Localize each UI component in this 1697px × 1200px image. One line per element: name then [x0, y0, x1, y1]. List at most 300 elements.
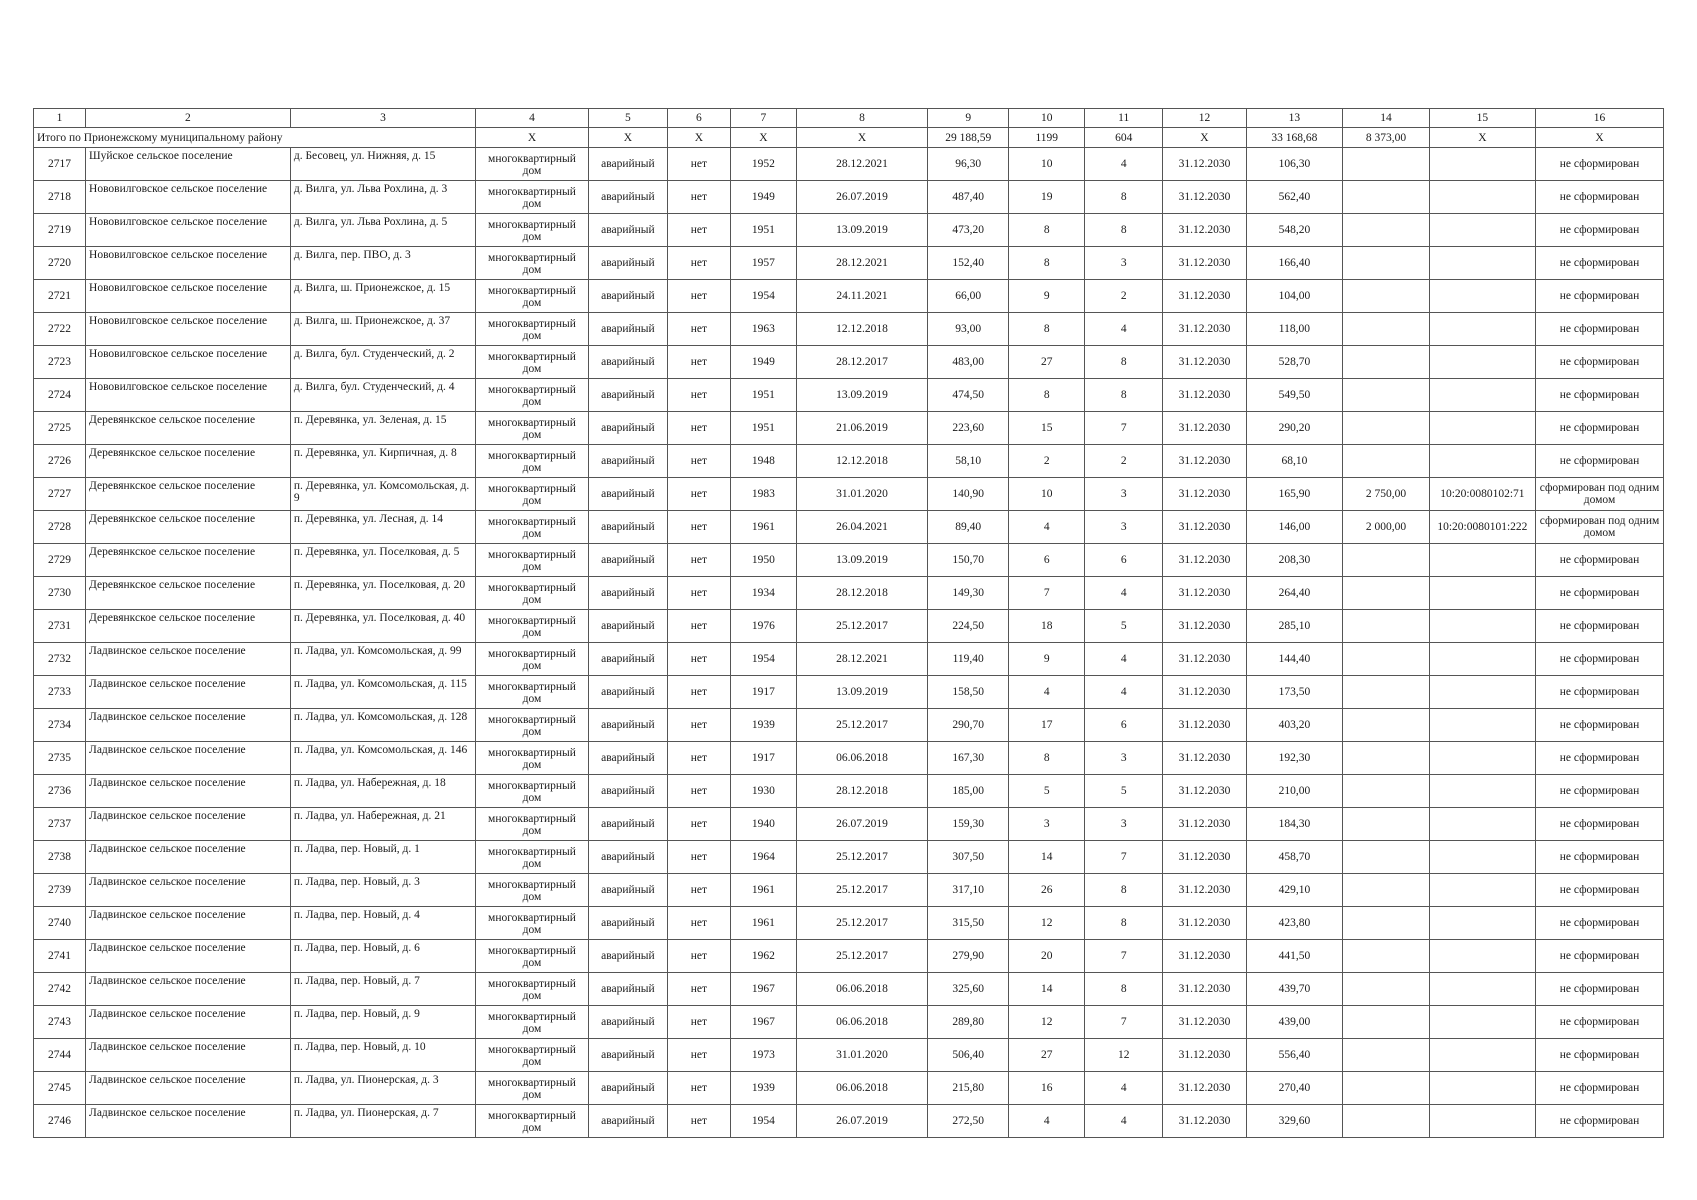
table-cell-col-15 — [1429, 940, 1535, 973]
table-cell-col-5: аварийный — [588, 511, 667, 544]
table-cell-col-4: многоквартирный дом — [476, 742, 589, 775]
table-cell-col-5: аварийный — [588, 1039, 667, 1072]
table-cell-col-6: нет — [667, 940, 730, 973]
table-cell-col-13: 270,40 — [1246, 1072, 1342, 1105]
table-cell-col-4: многоквартирный дом — [476, 1072, 589, 1105]
table-cell-col-2: Деревянкское сельское поселение — [86, 412, 291, 445]
table-cell-col-16: не сформирован — [1536, 544, 1664, 577]
table-cell-col-16: не сформирован — [1536, 907, 1664, 940]
table-cell-col-6: нет — [667, 742, 730, 775]
table-cell-col-1: 2723 — [34, 346, 86, 379]
table-cell-col-16: не сформирован — [1536, 280, 1664, 313]
table-cell-col-8: 25.12.2017 — [796, 841, 927, 874]
table-cell-col-5: аварийный — [588, 544, 667, 577]
table-cell-col-12: 31.12.2030 — [1163, 1072, 1246, 1105]
table-cell-col-15 — [1429, 412, 1535, 445]
total-cell-5: X — [588, 128, 667, 148]
table-cell-col-2: Ладвинское сельское поселение — [86, 775, 291, 808]
total-cell-4: X — [476, 128, 589, 148]
table-cell-col-11: 6 — [1085, 709, 1163, 742]
total-apartments: 604 — [1085, 128, 1163, 148]
table-cell-col-3: п. Деревянка, ул. Кирпичная, д. 8 — [290, 445, 475, 478]
table-cell-col-3: д. Вилга, ш. Прионежское, д. 37 — [290, 313, 475, 346]
table-cell-col-9: 159,30 — [928, 808, 1009, 841]
table-cell-col-14 — [1343, 610, 1430, 643]
table-cell-col-1: 2724 — [34, 379, 86, 412]
column-number-14: 14 — [1343, 109, 1430, 128]
table-cell-col-7: 1940 — [730, 808, 796, 841]
table-cell-col-16: не сформирован — [1536, 181, 1664, 214]
table-cell-col-6: нет — [667, 445, 730, 478]
table-cell-col-8: 06.06.2018 — [796, 973, 927, 1006]
table-cell-col-2: Ладвинское сельское поселение — [86, 1039, 291, 1072]
table-cell-col-1: 2738 — [34, 841, 86, 874]
table-cell-col-7: 1950 — [730, 544, 796, 577]
table-cell-col-7: 1939 — [730, 1072, 796, 1105]
total-cell-15: X — [1429, 128, 1535, 148]
table-cell-col-15 — [1429, 742, 1535, 775]
table-cell-col-7: 1954 — [730, 643, 796, 676]
table-cell-col-16: не сформирован — [1536, 247, 1664, 280]
table-cell-col-2: Ладвинское сельское поселение — [86, 1072, 291, 1105]
table-cell-col-14: 2 000,00 — [1343, 511, 1430, 544]
table-cell-col-6: нет — [667, 346, 730, 379]
table-cell-col-12: 31.12.2030 — [1163, 412, 1246, 445]
column-number-1: 1 — [34, 109, 86, 128]
table-cell-col-5: аварийный — [588, 412, 667, 445]
table-cell-col-8: 28.12.2021 — [796, 247, 927, 280]
table-cell-col-10: 7 — [1009, 577, 1085, 610]
table-cell-col-16: не сформирован — [1536, 445, 1664, 478]
table-cell-col-1: 2725 — [34, 412, 86, 445]
table-cell-col-11: 3 — [1085, 511, 1163, 544]
table-cell-col-4: многоквартирный дом — [476, 346, 589, 379]
table-cell-col-11: 4 — [1085, 1072, 1163, 1105]
table-cell-col-15 — [1429, 907, 1535, 940]
table-cell-col-9: 119,40 — [928, 643, 1009, 676]
total-cell-7: X — [730, 128, 796, 148]
table-cell-col-6: нет — [667, 973, 730, 1006]
table-cell-col-3: п. Ладва, ул. Набережная, д. 18 — [290, 775, 475, 808]
table-cell-col-15 — [1429, 1105, 1535, 1138]
table-cell-col-12: 31.12.2030 — [1163, 214, 1246, 247]
table-cell-col-7: 1949 — [730, 181, 796, 214]
table-cell-col-13: 423,80 — [1246, 907, 1342, 940]
table-cell-col-1: 2730 — [34, 577, 86, 610]
table-cell-col-7: 1939 — [730, 709, 796, 742]
table-cell-col-16: не сформирован — [1536, 1006, 1664, 1039]
table-cell-col-12: 31.12.2030 — [1163, 940, 1246, 973]
table-cell-col-11: 8 — [1085, 379, 1163, 412]
table-cell-col-2: Ладвинское сельское поселение — [86, 1105, 291, 1138]
table-cell-col-10: 12 — [1009, 907, 1085, 940]
table-cell-col-9: 89,40 — [928, 511, 1009, 544]
table-cell-col-8: 13.09.2019 — [796, 676, 927, 709]
table-cell-col-7: 1951 — [730, 379, 796, 412]
table-cell-col-10: 8 — [1009, 742, 1085, 775]
total-cell-6: X — [667, 128, 730, 148]
table-cell-col-14 — [1343, 577, 1430, 610]
table-cell-col-9: 483,00 — [928, 346, 1009, 379]
table-cell-col-9: 93,00 — [928, 313, 1009, 346]
table-cell-col-8: 24.11.2021 — [796, 280, 927, 313]
table-cell-col-14 — [1343, 412, 1430, 445]
table-cell-col-2: Деревянкское сельское поселение — [86, 478, 291, 511]
table-cell-col-6: нет — [667, 907, 730, 940]
table-cell-col-10: 27 — [1009, 346, 1085, 379]
table-cell-col-8: 28.12.2017 — [796, 346, 927, 379]
table-cell-col-5: аварийный — [588, 1072, 667, 1105]
table-cell-col-11: 4 — [1085, 577, 1163, 610]
table-cell-col-9: 224,50 — [928, 610, 1009, 643]
table-cell-col-1: 2745 — [34, 1072, 86, 1105]
table-cell-col-1: 2721 — [34, 280, 86, 313]
table-cell-col-11: 5 — [1085, 775, 1163, 808]
table-cell-col-11: 8 — [1085, 973, 1163, 1006]
table-cell-col-13: 184,30 — [1246, 808, 1342, 841]
table-row — [34, 577, 1664, 610]
table-cell-col-9: 289,80 — [928, 1006, 1009, 1039]
column-number-5: 5 — [588, 109, 667, 128]
table-cell-col-8: 25.12.2017 — [796, 874, 927, 907]
table-cell-col-6: нет — [667, 214, 730, 247]
table-cell-col-5: аварийный — [588, 940, 667, 973]
table-cell-col-1: 2728 — [34, 511, 86, 544]
table-cell-col-8: 28.12.2018 — [796, 775, 927, 808]
table-cell-col-3: п. Деревянка, ул. Поселковая, д. 40 — [290, 610, 475, 643]
table-cell-col-5: аварийный — [588, 379, 667, 412]
table-cell-col-10: 10 — [1009, 478, 1085, 511]
table-cell-col-14 — [1343, 247, 1430, 280]
table-cell-col-7: 1983 — [730, 478, 796, 511]
table-cell-col-12: 31.12.2030 — [1163, 907, 1246, 940]
table-cell-col-16: не сформирован — [1536, 841, 1664, 874]
table-cell-col-6: нет — [667, 1105, 730, 1138]
table-cell-col-2: Ладвинское сельское поселение — [86, 742, 291, 775]
column-number-13: 13 — [1246, 109, 1342, 128]
column-number-12: 12 — [1163, 109, 1246, 128]
table-cell-col-6: нет — [667, 181, 730, 214]
table-cell-col-10: 6 — [1009, 544, 1085, 577]
table-cell-col-14 — [1343, 1006, 1430, 1039]
table-cell-col-3: п. Ладва, пер. Новый, д. 9 — [290, 1006, 475, 1039]
total-cell-16: X — [1536, 128, 1664, 148]
table-cell-col-5: аварийный — [588, 973, 667, 1006]
table-cell-col-3: д. Вилга, бул. Студенческий, д. 2 — [290, 346, 475, 379]
table-cell-col-6: нет — [667, 313, 730, 346]
table-cell-col-6: нет — [667, 412, 730, 445]
table-row — [34, 610, 1664, 643]
table-cell-col-6: нет — [667, 478, 730, 511]
table-cell-col-5: аварийный — [588, 808, 667, 841]
table-cell-col-5: аварийный — [588, 181, 667, 214]
table-cell-col-14 — [1343, 808, 1430, 841]
table-cell-col-4: многоквартирный дом — [476, 907, 589, 940]
table-cell-col-15: 10:20:0080101:222 — [1429, 511, 1535, 544]
table-cell-col-9: 272,50 — [928, 1105, 1009, 1138]
table-cell-col-6: нет — [667, 280, 730, 313]
table-cell-col-9: 167,30 — [928, 742, 1009, 775]
table-cell-col-13: 285,10 — [1246, 610, 1342, 643]
table-row — [34, 775, 1664, 808]
table-cell-col-6: нет — [667, 676, 730, 709]
table-cell-col-11: 3 — [1085, 247, 1163, 280]
table-cell-col-9: 506,40 — [928, 1039, 1009, 1072]
table-cell-col-13: 210,00 — [1246, 775, 1342, 808]
table-cell-col-8: 31.01.2020 — [796, 478, 927, 511]
table-cell-col-6: нет — [667, 808, 730, 841]
column-number-11: 11 — [1085, 109, 1163, 128]
table-cell-col-3: п. Ладва, пер. Новый, д. 4 — [290, 907, 475, 940]
table-cell-col-7: 1967 — [730, 1006, 796, 1039]
table-row — [34, 1006, 1664, 1039]
table-cell-col-13: 144,40 — [1246, 643, 1342, 676]
table-cell-col-6: нет — [667, 511, 730, 544]
table-cell-col-13: 165,90 — [1246, 478, 1342, 511]
table-cell-col-5: аварийный — [588, 676, 667, 709]
table-cell-col-3: п. Ладва, ул. Комсомольская, д. 115 — [290, 676, 475, 709]
table-cell-col-14 — [1343, 907, 1430, 940]
table-cell-col-15 — [1429, 775, 1535, 808]
table-row — [34, 841, 1664, 874]
table-cell-col-14 — [1343, 940, 1430, 973]
table-cell-col-15 — [1429, 280, 1535, 313]
table-cell-col-7: 1961 — [730, 907, 796, 940]
table-cell-col-2: Ладвинское сельское поселение — [86, 709, 291, 742]
table-cell-col-12: 31.12.2030 — [1163, 610, 1246, 643]
table-cell-col-9: 487,40 — [928, 181, 1009, 214]
table-cell-col-5: аварийный — [588, 643, 667, 676]
table-cell-col-15 — [1429, 874, 1535, 907]
table-cell-col-12: 31.12.2030 — [1163, 1006, 1246, 1039]
table-cell-col-7: 1917 — [730, 742, 796, 775]
table-row — [34, 1072, 1664, 1105]
table-cell-col-6: нет — [667, 775, 730, 808]
table-cell-col-1: 2737 — [34, 808, 86, 841]
table-cell-col-7: 1961 — [730, 511, 796, 544]
table-row — [34, 544, 1664, 577]
table-cell-col-11: 3 — [1085, 478, 1163, 511]
table-cell-col-2: Нововилговское сельское поселение — [86, 181, 291, 214]
table-cell-col-15 — [1429, 841, 1535, 874]
table-cell-col-4: многоквартирный дом — [476, 148, 589, 181]
table-cell-col-3: д. Вилга, ул. Льва Рохлина, д. 5 — [290, 214, 475, 247]
table-row — [34, 808, 1664, 841]
table-cell-col-4: многоквартирный дом — [476, 841, 589, 874]
table-cell-col-2: Ладвинское сельское поселение — [86, 1006, 291, 1039]
table-cell-col-2: Ладвинское сельское поселение — [86, 973, 291, 1006]
total-building-area: 33 168,68 — [1246, 128, 1342, 148]
table-cell-col-10: 20 — [1009, 940, 1085, 973]
table-cell-col-9: 279,90 — [928, 940, 1009, 973]
housing-register-table — [33, 108, 1664, 1138]
table-cell-col-2: Шуйское сельское поселение — [86, 148, 291, 181]
table-cell-col-1: 2742 — [34, 973, 86, 1006]
table-cell-col-8: 13.09.2019 — [796, 214, 927, 247]
table-cell-col-4: многоквартирный дом — [476, 676, 589, 709]
table-row — [34, 511, 1664, 544]
table-cell-col-15 — [1429, 1006, 1535, 1039]
table-cell-col-9: 223,60 — [928, 412, 1009, 445]
table-cell-col-12: 31.12.2030 — [1163, 313, 1246, 346]
table-cell-col-10: 9 — [1009, 280, 1085, 313]
table-cell-col-5: аварийный — [588, 313, 667, 346]
table-cell-col-14 — [1343, 181, 1430, 214]
table-cell-col-2: Деревянкское сельское поселение — [86, 511, 291, 544]
table-cell-col-4: многоквартирный дом — [476, 280, 589, 313]
table-cell-col-10: 15 — [1009, 412, 1085, 445]
table-cell-col-16: не сформирован — [1536, 1039, 1664, 1072]
table-cell-col-2: Нововилговское сельское поселение — [86, 313, 291, 346]
table-row — [34, 445, 1664, 478]
table-cell-col-7: 1952 — [730, 148, 796, 181]
table-row — [34, 247, 1664, 280]
table-cell-col-5: аварийный — [588, 841, 667, 874]
table-cell-col-13: 429,10 — [1246, 874, 1342, 907]
table-cell-col-16: не сформирован — [1536, 1105, 1664, 1138]
table-cell-col-14 — [1343, 280, 1430, 313]
table-cell-col-2: Ладвинское сельское поселение — [86, 841, 291, 874]
table-cell-col-1: 2726 — [34, 445, 86, 478]
table-cell-col-14 — [1343, 445, 1430, 478]
table-cell-col-3: п. Ладва, пер. Новый, д. 10 — [290, 1039, 475, 1072]
table-cell-col-8: 25.12.2017 — [796, 610, 927, 643]
table-cell-col-3: п. Деревянка, ул. Поселковая, д. 20 — [290, 577, 475, 610]
table-cell-col-4: многоквартирный дом — [476, 379, 589, 412]
table-cell-col-13: 329,60 — [1246, 1105, 1342, 1138]
column-number-15: 15 — [1429, 109, 1535, 128]
table-cell-col-6: нет — [667, 709, 730, 742]
table-cell-col-16: не сформирован — [1536, 610, 1664, 643]
table-cell-col-4: многоквартирный дом — [476, 511, 589, 544]
column-number-3: 3 — [290, 109, 475, 128]
table-row — [34, 874, 1664, 907]
table-cell-col-13: 556,40 — [1246, 1039, 1342, 1072]
table-cell-col-16: не сформирован — [1536, 874, 1664, 907]
table-cell-col-8: 06.06.2018 — [796, 1072, 927, 1105]
table-cell-col-12: 31.12.2030 — [1163, 280, 1246, 313]
table-cell-col-9: 290,70 — [928, 709, 1009, 742]
table-cell-col-9: 473,20 — [928, 214, 1009, 247]
table-cell-col-14 — [1343, 148, 1430, 181]
table-cell-col-7: 1930 — [730, 775, 796, 808]
table-cell-col-15 — [1429, 1039, 1535, 1072]
table-cell-col-2: Нововилговское сельское поселение — [86, 214, 291, 247]
table-cell-col-12: 31.12.2030 — [1163, 808, 1246, 841]
table-cell-col-14 — [1343, 742, 1430, 775]
table-cell-col-2: Нововилговское сельское поселение — [86, 346, 291, 379]
table-cell-col-1: 2717 — [34, 148, 86, 181]
table-cell-col-15 — [1429, 346, 1535, 379]
table-cell-col-11: 4 — [1085, 148, 1163, 181]
table-cell-col-16: сформирован под одним домом — [1536, 478, 1664, 511]
table-cell-col-11: 2 — [1085, 280, 1163, 313]
table-cell-col-10: 19 — [1009, 181, 1085, 214]
table-row — [34, 412, 1664, 445]
table-cell-col-6: нет — [667, 841, 730, 874]
table-cell-col-16: не сформирован — [1536, 577, 1664, 610]
table-row — [34, 181, 1664, 214]
table-cell-col-15 — [1429, 577, 1535, 610]
table-cell-col-8: 26.07.2019 — [796, 808, 927, 841]
table-cell-col-16: сформирован под одним домом — [1536, 511, 1664, 544]
table-cell-col-12: 31.12.2030 — [1163, 379, 1246, 412]
table-cell-col-14 — [1343, 973, 1430, 1006]
table-cell-col-5: аварийный — [588, 280, 667, 313]
table-cell-col-15 — [1429, 973, 1535, 1006]
table-cell-col-10: 12 — [1009, 1006, 1085, 1039]
table-cell-col-2: Ладвинское сельское поселение — [86, 676, 291, 709]
table-cell-col-4: многоквартирный дом — [476, 1006, 589, 1039]
table-cell-col-9: 315,50 — [928, 907, 1009, 940]
table-cell-col-10: 2 — [1009, 445, 1085, 478]
table-cell-col-11: 8 — [1085, 907, 1163, 940]
table-row — [34, 907, 1664, 940]
table-cell-col-8: 26.07.2019 — [796, 181, 927, 214]
table-cell-col-1: 2722 — [34, 313, 86, 346]
table-cell-col-2: Ладвинское сельское поселение — [86, 940, 291, 973]
table-cell-col-6: нет — [667, 148, 730, 181]
table-cell-col-4: многоквартирный дом — [476, 214, 589, 247]
table-cell-col-9: 96,30 — [928, 148, 1009, 181]
table-cell-col-7: 1973 — [730, 1039, 796, 1072]
table-cell-col-8: 12.12.2018 — [796, 313, 927, 346]
table-cell-col-3: д. Вилга, пер. ПВО, д. 3 — [290, 247, 475, 280]
table-cell-col-7: 1976 — [730, 610, 796, 643]
table-cell-col-6: нет — [667, 247, 730, 280]
table-cell-col-3: п. Ладва, ул. Набережная, д. 21 — [290, 808, 475, 841]
table-cell-col-7: 1954 — [730, 1105, 796, 1138]
table-cell-col-11: 2 — [1085, 445, 1163, 478]
table-cell-col-16: не сформирован — [1536, 346, 1664, 379]
table-row — [34, 379, 1664, 412]
table-cell-col-1: 2736 — [34, 775, 86, 808]
table-cell-col-6: нет — [667, 379, 730, 412]
table-cell-col-13: 439,70 — [1246, 973, 1342, 1006]
table-cell-col-15 — [1429, 181, 1535, 214]
table-cell-col-12: 31.12.2030 — [1163, 478, 1246, 511]
table-cell-col-13: 290,20 — [1246, 412, 1342, 445]
table-cell-col-4: многоквартирный дом — [476, 577, 589, 610]
table-cell-col-3: п. Деревянка, ул. Лесная, д. 14 — [290, 511, 475, 544]
table-row — [34, 478, 1664, 511]
table-cell-col-12: 31.12.2030 — [1163, 148, 1246, 181]
column-number-header-row — [34, 109, 1664, 128]
table-cell-col-6: нет — [667, 577, 730, 610]
table-cell-col-14 — [1343, 874, 1430, 907]
table-cell-col-1: 2718 — [34, 181, 86, 214]
table-cell-col-8: 13.09.2019 — [796, 544, 927, 577]
table-cell-col-14 — [1343, 1039, 1430, 1072]
table-cell-col-4: многоквартирный дом — [476, 478, 589, 511]
table-cell-col-16: не сформирован — [1536, 214, 1664, 247]
table-cell-col-14 — [1343, 214, 1430, 247]
table-cell-col-9: 215,80 — [928, 1072, 1009, 1105]
table-cell-col-11: 8 — [1085, 214, 1163, 247]
table-cell-col-5: аварийный — [588, 709, 667, 742]
table-cell-col-9: 185,00 — [928, 775, 1009, 808]
table-cell-col-9: 149,30 — [928, 577, 1009, 610]
table-cell-col-2: Деревянкское сельское поселение — [86, 544, 291, 577]
table-cell-col-13: 68,10 — [1246, 445, 1342, 478]
table-cell-col-6: нет — [667, 1006, 730, 1039]
table-cell-col-8: 28.12.2018 — [796, 577, 927, 610]
table-cell-col-1: 2729 — [34, 544, 86, 577]
table-cell-col-9: 66,00 — [928, 280, 1009, 313]
column-number-7: 7 — [730, 109, 796, 128]
table-cell-col-1: 2741 — [34, 940, 86, 973]
table-cell-col-3: п. Ладва, пер. Новый, д. 6 — [290, 940, 475, 973]
